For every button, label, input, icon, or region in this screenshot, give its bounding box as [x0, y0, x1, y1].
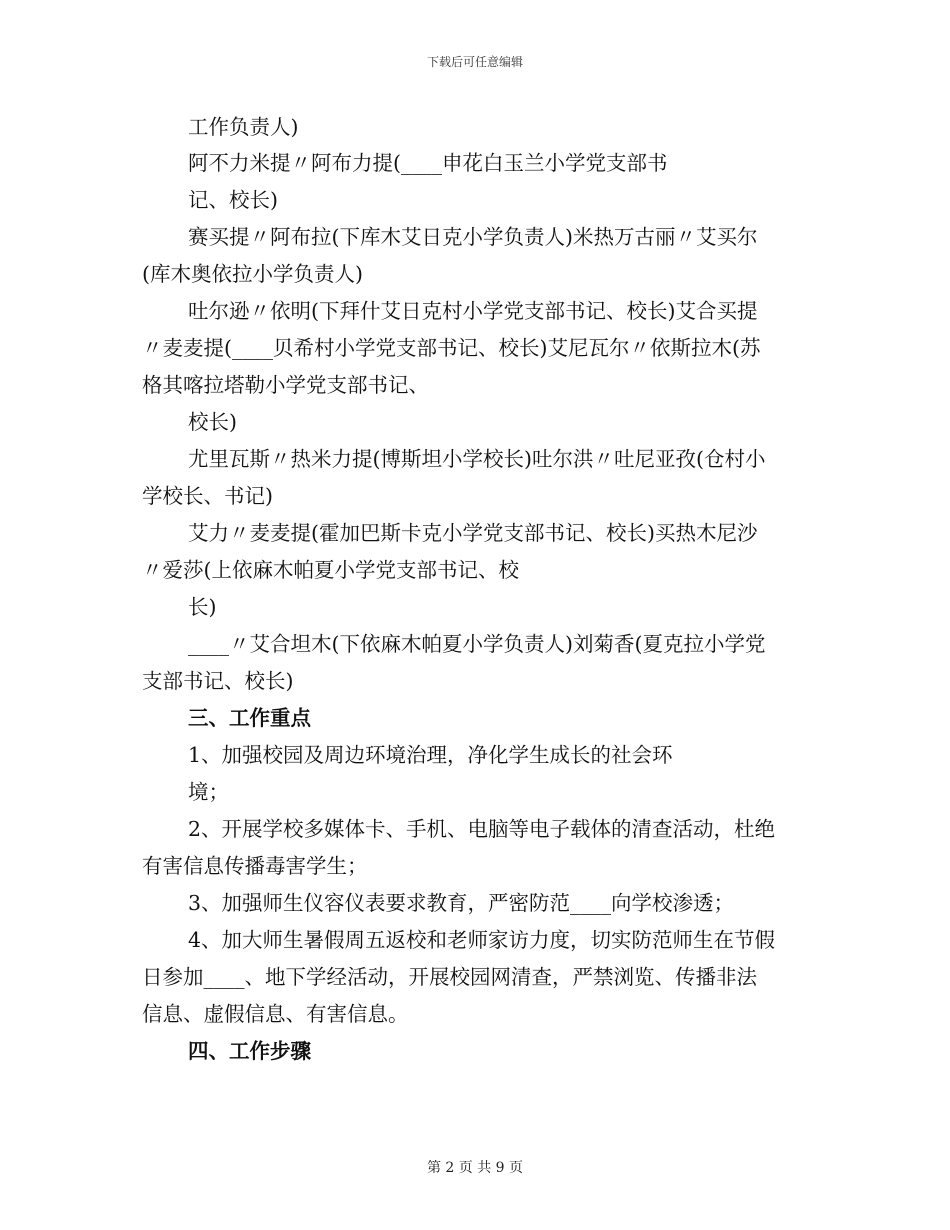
text-line: 支部书记、校长)	[142, 669, 294, 693]
text-line: 2、开展学校多媒体卡、手机、电脑等电子载体的清查活动，杜绝	[188, 817, 776, 841]
text-line: (库木奥依拉小学负责人)	[142, 262, 363, 286]
text-line: 日参加____、地下学经活动，开展校园网清查，严禁浏览、传播非法	[142, 965, 757, 989]
page-footer: 第 2 页 共 9 页	[426, 1160, 524, 1176]
text-line: 工作负责人)	[188, 115, 299, 139]
text-line: 尤里瓦斯〃热米力提(博斯坦小学校长)吐尔洪〃吐尼亚孜(仓村小	[188, 447, 766, 471]
text-line: 境；	[188, 780, 229, 804]
text-line: 〃麦麦提(____贝希村小学党支部书记、校长)艾尼瓦尔〃依斯拉木(苏	[142, 336, 761, 360]
text-line: 记、校长)	[188, 188, 278, 212]
text-line: 艾力〃麦麦提(霍加巴斯卡克小学党支部书记、校长)买热木尼沙	[188, 521, 758, 545]
section-heading: 三、工作重点	[188, 706, 311, 730]
text-line: 学校长、书记)	[142, 484, 273, 508]
text-line: 格其喀拉塔勒小学党支部书记、	[142, 373, 429, 397]
text-line: 1、加强校园及周边环境治理，净化学生成长的社会环	[188, 743, 673, 767]
text-line: 有害信息传播毒害学生；	[142, 854, 368, 878]
text-line: 吐尔逊〃依明(下拜什艾日克村小学党支部书记、校长)艾合买提	[188, 299, 758, 323]
section-heading: 四、工作步骤	[188, 1039, 311, 1063]
text-line: 阿不力米提〃阿布力提(____申花白玉兰小学党支部书	[188, 151, 668, 175]
text-line: 信息、虚假信息、有害信息。	[142, 1002, 409, 1026]
text-line: 赛买提〃阿布拉(下库木艾日克小学负责人)米热万古丽〃艾买尔	[188, 225, 758, 249]
page-header: 下载后可任意编辑	[426, 55, 523, 69]
text-line: 4、加大师生暑假周五返校和老师家访力度，切实防范师生在节假	[188, 928, 776, 952]
text-line: 3、加强师生仪容仪表要求教育，严密防范____向学校渗透；	[188, 891, 735, 915]
text-line: 校长)	[188, 410, 237, 434]
text-line: 长)	[188, 595, 217, 619]
text-line: ____〃艾合坦木(下依麻木帕夏小学负责人)刘菊香(夏克拉小学党	[188, 632, 766, 656]
text-line: 〃爱莎(上依麻木帕夏小学党支部书记、校	[142, 558, 519, 582]
